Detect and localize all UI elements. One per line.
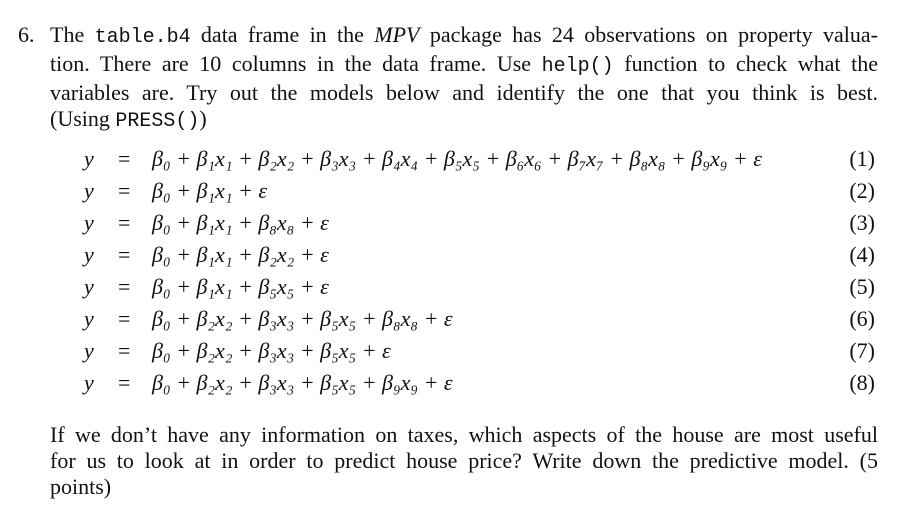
equation-rhs: β₀ + β₁x₁ + β₅x₅ + ε bbox=[152, 274, 329, 299]
equation-rhs: β₀ + β₁x₁ + β₂x₂ + β₃x₃ + β₄x₄ + β₅x₅ + β₆x₆ + β₇x₇ + β₈x₈ + β₉x₉ + ε bbox=[152, 146, 762, 171]
equation-label: (7) bbox=[849, 338, 875, 363]
closing-line-1: If we don’t have any information on taxes, which aspects of the house are most useful bbox=[50, 422, 878, 447]
equation-rhs: β₀ + β₂x₂ + β₃x₃ + β₅x₅ + β₈x₈ + ε bbox=[152, 306, 453, 331]
equation-label: (6) bbox=[849, 306, 875, 331]
package-name: MPV bbox=[374, 22, 420, 47]
equation-row bbox=[0, 306, 913, 338]
equation-lhs: y bbox=[84, 274, 94, 299]
code-help: help() bbox=[541, 55, 614, 78]
intro-line-3: variables are. Try out the models below and identify the one that you think is best. bbox=[50, 80, 878, 105]
equation-lhs: y bbox=[84, 146, 94, 171]
equals-sign: = bbox=[118, 370, 131, 395]
equals-sign: = bbox=[118, 274, 131, 299]
closing-line-3: points) bbox=[50, 474, 112, 499]
intro-line-1: The table.b4 data frame in the MPV package has 24 observations on property valua- bbox=[50, 22, 879, 49]
equals-sign: = bbox=[118, 306, 131, 331]
equals-sign: = bbox=[118, 146, 131, 171]
equation-row bbox=[0, 242, 913, 274]
intro-line-4: (Using PRESS()) bbox=[50, 106, 207, 133]
equation-label: (3) bbox=[849, 210, 875, 235]
equation-label: (8) bbox=[849, 370, 875, 395]
equation-rhs: β₀ + β₂x₂ + β₃x₃ + β₅x₅ + ε bbox=[152, 338, 391, 363]
equation-label: (5) bbox=[849, 274, 875, 299]
intro-line-2: tion. There are 10 columns in the data frame. Use help() function to check what the bbox=[50, 51, 878, 78]
code-press: PRESS() bbox=[115, 110, 200, 133]
equation-row bbox=[0, 338, 913, 370]
equation-label: (4) bbox=[849, 242, 875, 267]
equation-row bbox=[0, 178, 913, 210]
equation-rhs: β₀ + β₁x₁ + β₈x₈ + ε bbox=[152, 210, 329, 235]
equation-rhs: β₀ + β₁x₁ + ε bbox=[152, 178, 267, 203]
code-table-b4: table.b4 bbox=[94, 26, 191, 49]
closing-question bbox=[50, 422, 878, 500]
equation-lhs: y bbox=[84, 370, 94, 395]
equation-row bbox=[0, 274, 913, 306]
equation-lhs: y bbox=[84, 210, 94, 235]
problem-intro bbox=[50, 22, 878, 135]
closing-line-2: for us to look at in order to predict house price? Write down the predictive model. (5 bbox=[50, 448, 878, 473]
equation-row bbox=[0, 146, 913, 178]
equation-row bbox=[0, 210, 913, 242]
equation-lhs: y bbox=[84, 178, 94, 203]
equation-lhs: y bbox=[84, 242, 94, 267]
equals-sign: = bbox=[118, 210, 131, 235]
equals-sign: = bbox=[118, 242, 131, 267]
equals-sign: = bbox=[118, 338, 131, 363]
equation-rhs: β₀ + β₁x₁ + β₂x₂ + ε bbox=[152, 242, 329, 267]
equation-lhs: y bbox=[84, 306, 94, 331]
equation-lhs: y bbox=[84, 338, 94, 363]
problem-number: 6. bbox=[18, 22, 35, 47]
equation-label: (1) bbox=[849, 146, 875, 171]
equation-label: (2) bbox=[849, 178, 875, 203]
equation-rhs: β₀ + β₂x₂ + β₃x₃ + β₅x₅ + β₉x₉ + ε bbox=[152, 370, 453, 395]
equation-row bbox=[0, 370, 913, 402]
equals-sign: = bbox=[118, 178, 131, 203]
